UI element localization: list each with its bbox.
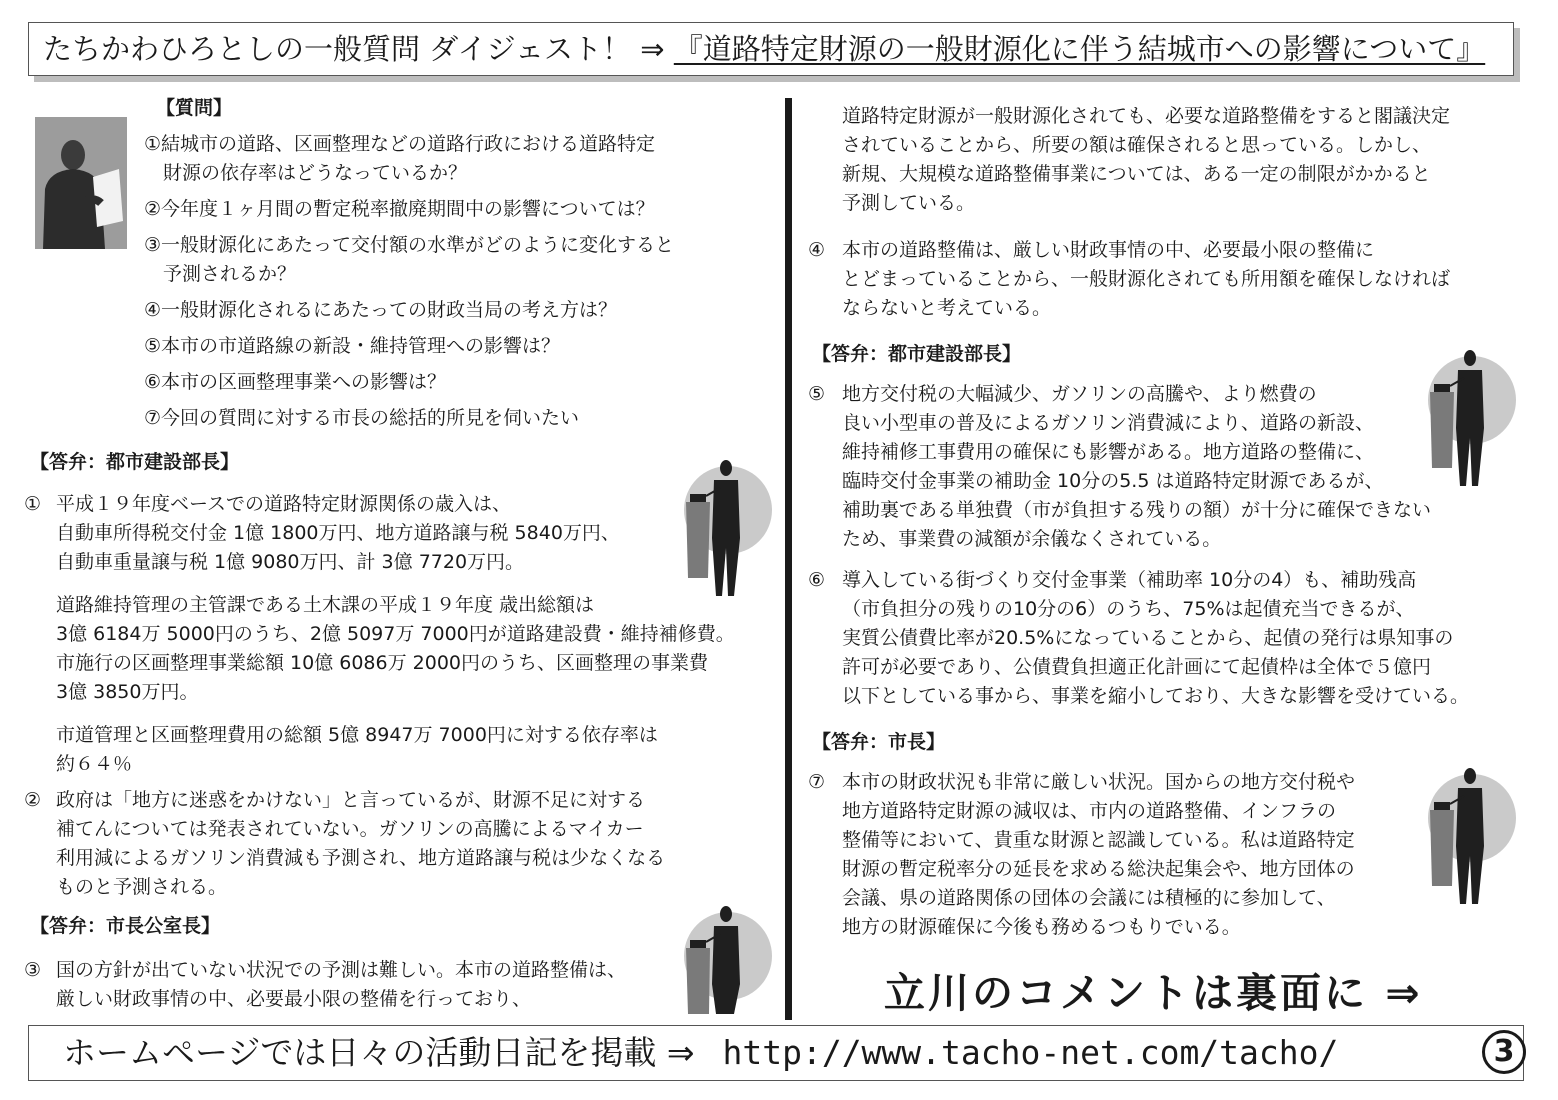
answer5-number: ⑤	[808, 383, 826, 405]
answer6-number: ⑥	[808, 569, 826, 591]
answer6-l4: 許可が必要であり、公債費負担適正化計画にて起債枠は全体で５億円	[842, 656, 1432, 678]
answer7-number: ⑦	[808, 771, 826, 793]
answer1-p2-l3: 市施行の区画整理事業総額 10億 6086万 2000円のうち、区画整理の事業費	[56, 652, 709, 674]
answer5-heading: 【答弁：都市建設部長】	[812, 343, 1022, 365]
answer2-l4: ものと予測される。	[56, 876, 228, 898]
question-7: ⑦今回の質問に対する市長の総括的所見を伺いたい	[144, 407, 580, 429]
questions-heading: 【質問】	[156, 97, 233, 119]
page-number: 3	[1482, 1030, 1526, 1074]
answer3-l1: 国の方針が出ていない状況での予測は難しい。本市の道路整備は、	[56, 959, 627, 981]
answer1-p3-l1: 市道管理と区画整理費用の総額 5億 8947万 7000円に対する依存率は	[56, 724, 658, 746]
answer3-body	[56, 956, 626, 1014]
answer6-body	[842, 566, 1469, 711]
question-4: ④一般財源化されるにあたっての財政当局の考え方は？	[144, 299, 618, 321]
answer4-number: ④	[808, 239, 826, 261]
answer3-continuation	[842, 102, 1450, 218]
answer3-cont-l1: 道路特定財源が一般財源化されても、必要な道路整備をすると閣議決定	[842, 105, 1451, 127]
answer7-l2: 地方道路特定財源の減収は、市内の道路整備、インフラの	[842, 800, 1337, 822]
question-3-line-2: 予測されるか？	[144, 263, 297, 285]
answer5-body	[842, 380, 1431, 554]
footer-text: ホームページでは日々の活動日記を掲載 ⇒	[63, 1033, 695, 1072]
answer5-l6: ため、事業費の減額が余儀なくされている。	[842, 528, 1222, 550]
page-footer	[28, 1025, 1524, 1081]
question-6: ⑥本市の区画整理事業への影響は？	[144, 371, 447, 393]
answer1-p2-l2: 3億 6184万 5000円のうち、2億 5097万 7000円が道路建設費・維持補修費。	[56, 623, 735, 645]
answer1-p1-l1: 平成１９年度ベースでの道路特定財源関係の歳入は、	[56, 493, 512, 515]
answer7-l3: 整備等において、貴重な財源と認識している。私は道路特定	[842, 829, 1355, 851]
answer3-heading: 【答弁：市長公室長】	[30, 915, 221, 937]
answer7-l6: 地方の財源確保に今後も務めるつもりでいる。	[842, 916, 1241, 938]
header-topic: 『道路特定財源の一般財源化に伴う結城市への影響について』	[673, 32, 1486, 66]
answer5-l3: 維持補修工事費用の確保にも影響がある。地方道路の整備に、	[842, 441, 1375, 463]
answer1-p1-l3: 自動車重量譲与税 1億 9080万円、計 3億 7720万円。	[56, 551, 525, 573]
answer7-heading: 【答弁：市長】	[812, 731, 946, 753]
answer5-l4: 臨時交付金事業の補助金 10分の5.5 は道路特定財源であるが、	[842, 470, 1384, 492]
answer4-l1: 本市の道路整備は、厳しい財政事情の中、必要最小限の整備に	[842, 239, 1375, 261]
question-1-line-1: ①結城市の道路、区画整理などの道路行政における道路特定	[144, 133, 656, 155]
answer3-cont-l2: されていることから、所要の額は確保されると思っている。しかし、	[842, 134, 1432, 156]
answer3-cont-l4: 予測している。	[842, 192, 976, 214]
question-5: ⑤本市の市道路線の新設・維持管理への影響は？	[144, 335, 561, 357]
podium-speaker-illustration	[1420, 348, 1524, 490]
answer7-l1: 本市の財政状況も非常に厳しい状況。国からの地方交付税や	[842, 771, 1356, 793]
answer7-l5: 会議、県の道路関係の団体の会議には積極的に参加して、	[842, 887, 1336, 909]
comment-notice: 立川のコメントは裏面に ⇒	[884, 969, 1423, 1017]
question-2: ②今年度１ヶ月間の暫定税率撤廃期間中の影響については？	[144, 198, 655, 220]
answer1-body	[56, 490, 735, 779]
answer2-l2: 補てんについては発表されていない。ガソリンの高騰によるマイカー	[56, 818, 644, 840]
answer2-l3: 利用減によるガソリン消費減も予測され、地方道路譲与税は少なくなる	[56, 847, 666, 869]
answer1-p2-l4: 3億 3850万円。	[56, 681, 199, 703]
answer1-p2-l1: 道路維持管理の主管課である土木課の平成１９年度 歳出総額は	[56, 594, 595, 616]
answer3-cont-l3: 新規、大規模な道路整備事業については、ある一定の制限がかかると	[842, 163, 1431, 185]
page-header	[28, 22, 1514, 76]
answer3-l2: 厳しい財政事情の中、必要最小限の整備を行っており、	[56, 988, 532, 1010]
answer1-number: ①	[24, 493, 42, 515]
answer5-l1: 地方交付税の大幅減少、ガソリンの高騰や、より燃費の	[842, 383, 1317, 405]
answer5-l5: 補助裏である単独費（市が負担する残りの額）が十分に確保できない	[842, 499, 1432, 521]
answer3-number: ③	[24, 959, 42, 981]
answer1-p1-l2: 自動車所得税交付金 1億 1800万円、地方道路譲与税 5840万円、	[56, 522, 620, 544]
answer1-p3-l2: 約６４％	[56, 753, 133, 775]
answer6-l3: 実質公債費比率が20.5%になっていることから、起債の発行は県知事の	[842, 627, 1454, 649]
answer1-heading: 【答弁：都市建設部長】	[30, 451, 240, 473]
homepage-url-link[interactable]: http://www.tacho-net.com/tacho/	[722, 1033, 1339, 1072]
answer6-l2: （市負担分の残りの10分の6）のうち、75%は起債充当できるが、	[842, 598, 1415, 620]
podium-speaker-illustration	[676, 458, 780, 600]
answer7-l4: 財源の暫定税率分の延長を求める総決起集会や、地方団体の	[842, 858, 1355, 880]
question-1-line-2: 財源の依存率はどうなっているか？	[144, 162, 468, 184]
podium-speaker-illustration	[1420, 766, 1524, 908]
answer4-l3: ならないと考えている。	[842, 297, 1052, 319]
answer2-body	[56, 786, 665, 902]
answer7-body	[842, 768, 1355, 942]
answer6-l1: 導入している街づくり交付金事業（補助率 10分の4）も、補助残高	[842, 569, 1417, 591]
question-3-line-1: ③一般財源化にあたって交付額の水準がどのように変化すると	[144, 234, 675, 256]
answer2-l1: 政府は「地方に迷惑をかけない」と言っているが、財源不足に対する	[56, 789, 646, 811]
answer4-body	[842, 236, 1450, 323]
header-prefix: たちかわひろとしの一般質問 ダイジェスト！ ⇒	[43, 32, 674, 66]
questions-list	[144, 130, 674, 433]
answer4-l2: とどまっていることから、一般財源化されても所用額を確保しなければ	[842, 268, 1451, 290]
answer2-number: ②	[24, 789, 42, 811]
speaker-photo	[35, 117, 127, 249]
answer5-l2: 良い小型車の普及によるガソリン消費減により、道路の新設、	[842, 412, 1375, 434]
column-divider	[785, 98, 792, 1020]
answer6-l5: 以下としている事から、事業を縮小しており、大きな影響を受けている。	[842, 685, 1470, 707]
